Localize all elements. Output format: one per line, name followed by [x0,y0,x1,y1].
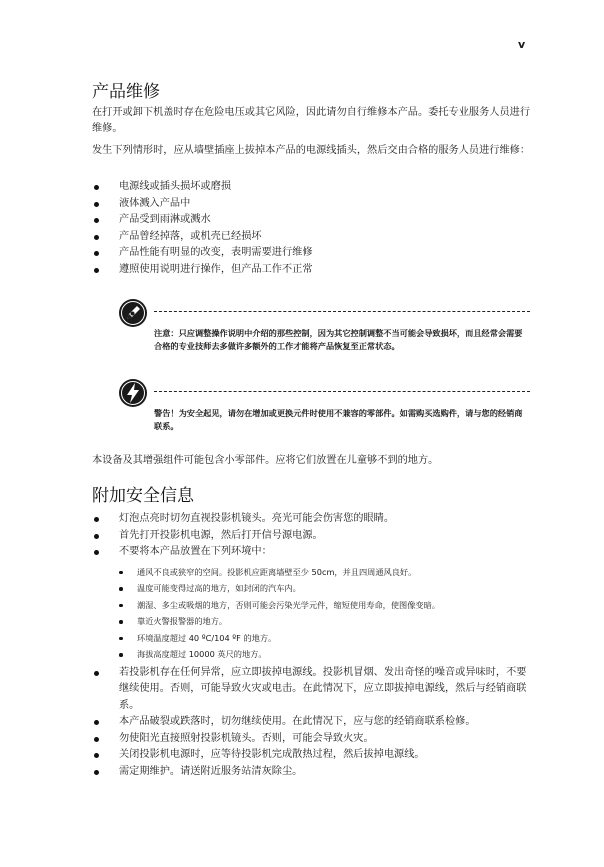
small-bullet-icon [119,637,123,641]
list-item: 关闭投影机电源时，应等待投影机完成散热过程，然后拔掉电源线。 [92,747,532,764]
warning-box [118,378,528,436]
maintenance-intro-paragraph: 在打开或卸下机盖时存在危险电压或其它风险，因此请勿自行维修本产品。委托专业服务人员进行维修。 [92,107,531,134]
list-item: 产品曾经掉落，或机壳已经损坏 [92,229,313,246]
list-item: 电源线或插头损坏或磨损 [92,179,313,196]
lightning-warning-icon [118,378,148,408]
section-title-additional-safety: 附加安全信息 [92,486,194,506]
list-item: 不要将本产品放置在下列环境中： 通风不良或狭窄的空间。投影机应距离墙壁至少 50cm，并且四周通风良好。 温度可能变得过高的地方，如封闭的汽车内。 潮湿、多尘或吸烟的地方，否则可能会污染光学元件，缩短使用寿命，使图像变暗。 靠近火警报警器的地方。 环境温度超过 40 ºC/104 ºF 的地方。 海拔高度超过 10000 英尺的地方。 [92,544,532,663]
bullet-icon [94,218,99,223]
note-box [118,298,528,368]
sub-list-item: 海拔高度超过 10000 英尺的地方。 [119,646,532,663]
dashed-divider [154,311,530,312]
list-item: 液体溅入产品中 [92,196,313,213]
bullet-icon [94,534,99,539]
bullet-icon [94,550,99,555]
sub-list-item: 温度可能变得过高的地方，如封闭的汽车内。 [119,580,532,597]
list-item: 产品性能有明显的改变，表明需要进行维修 [92,245,313,262]
warning-text: 警告！为安全起见，请勿在增加或更换元件时使用不兼容的零部件。如需购买选购件，请与您的经销商联系。 [154,408,523,431]
bullet-icon [94,235,99,240]
bullet-icon [94,517,99,522]
list-item: 产品受到雨淋或溅水 [92,212,313,229]
additional-safety-list [92,511,532,780]
sub-list-item: 环境温度超过 40 ºC/104 ºF 的地方。 [119,630,532,647]
sub-list-item: 潮湿、多尘或吸烟的地方，否则可能会污染光学元件，缩短使用寿命，使图像变暗。 [119,597,532,614]
environment-sublist [119,564,532,663]
small-bullet-icon [119,620,123,624]
small-bullet-icon [119,587,123,591]
list-item: 灯泡点亮时切勿直视投影机镜头。亮光可能会伤害您的眼睛。 [92,511,532,528]
list-item: 勿使阳光直接照射投影机镜头。否则，可能会导致火灾。 [92,731,532,748]
small-bullet-icon [119,653,123,657]
sub-list-item: 靠近火警报警器的地方。 [119,613,532,630]
list-item: 需定期维护。请送附近服务站清灰除尘。 [92,764,532,781]
bullet-icon [94,720,99,725]
bullet-icon [94,737,99,742]
note-pencil-icon [118,298,148,328]
maintenance-conditions-list [92,179,313,278]
list-item: 遵照使用说明进行操作，但产品工作不正常 [92,262,313,279]
small-bullet-icon [119,604,123,608]
small-bullet-icon [119,571,123,575]
sub-list-item: 通风不良或狭窄的空间。投影机应距离墙壁至少 50cm，并且四周通风良好。 [119,564,532,581]
list-item: 本产品破裂或跌落时，切勿继续使用。在此情况下，应与您的经销商联系检修。 [92,714,532,731]
section-title-product-maintenance: 产品维修 [92,82,160,102]
bullet-icon [94,185,99,190]
dashed-divider [154,391,530,392]
bullet-icon [94,770,99,775]
page-number: v [518,38,526,51]
bullet-icon [94,268,99,273]
bullet-icon [94,251,99,256]
list-item: 首先打开投影机电源，然后打开信号源电源。 [92,528,532,545]
small-parts-paragraph: 本设备及其增强组件可能包含小零部件。应将它们放置在儿童够不到的地方。 [92,455,439,466]
list-item: 若投影机存在任何异常，应立即拔掉电源线。投影机冒烟、发出奇怪的噪音或异味时，不要继续使用。否则，可能导致火灾或电击。在此情况下，应立即拔掉电源线，然后与经销商联系。 [92,665,532,715]
bullet-icon [94,671,99,676]
note-text: 注意：只应调整操作说明中介绍的那些控制，因为其它控制调整不当可能会导致损坏，而且经常会需要合格的专业技师去多做许多额外的工作才能将产品恢复至正常状态。 [154,328,523,351]
maintenance-conditions-paragraph: 发生下列情形时，应从墙壁插座上拔掉本产品的电源线插头，然后交由合格的服务人员进行维修： [92,145,531,156]
bullet-icon [94,202,99,207]
bullet-icon [94,753,99,758]
